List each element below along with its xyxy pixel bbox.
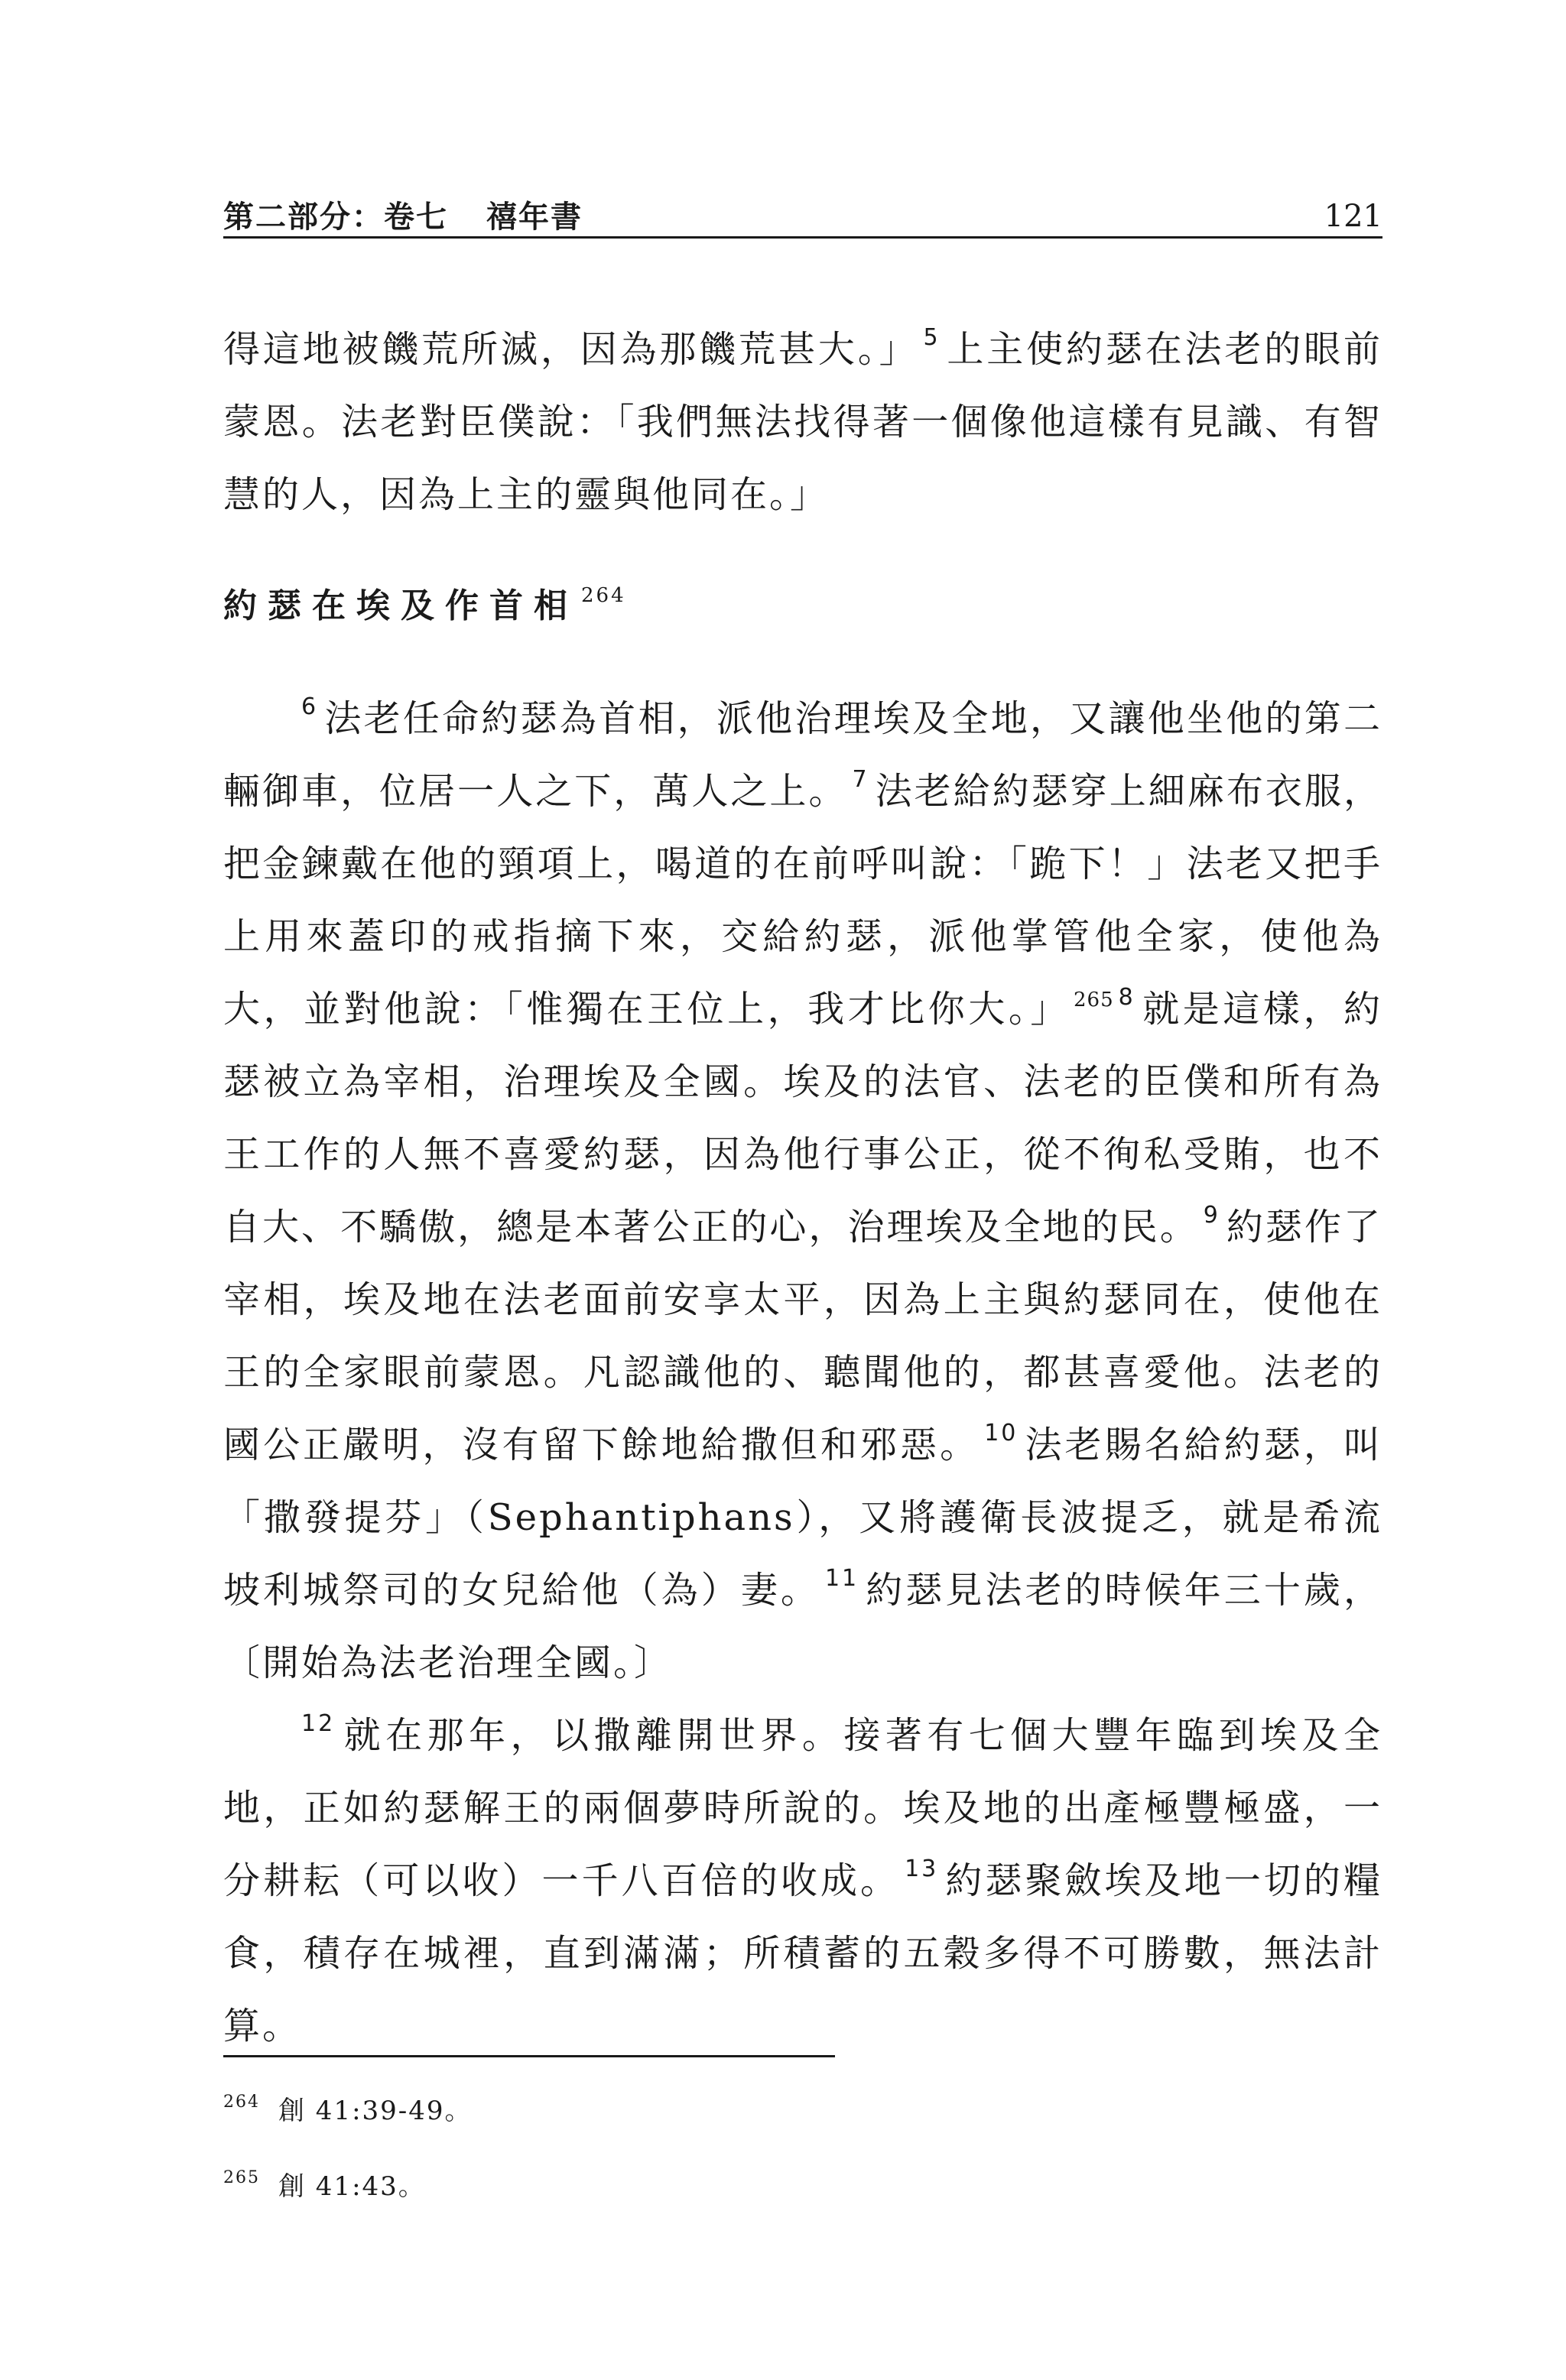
verse-text: 約瑟作了宰相，埃及地在法老面前安享太平，因為上主與約瑟同在，使他在王的全家眼前蒙恩。凡認識他的、聽聞他的，都甚喜愛他。法老的國公正嚴明，沒有留下餘地給撒但和邪惡。 [223, 1206, 1382, 1466]
verse-number: 12 [301, 1710, 336, 1737]
footnote-rule [223, 2055, 835, 2057]
verse-number: 6 [301, 693, 319, 720]
verse-text: 約瑟聚斂埃及地一切的糧食，積存在城裡，直到滿滿；所積蓄的五穀多得不可勝數，無法計算。 [223, 1859, 1382, 2047]
footnote-ref: 264 [581, 584, 626, 607]
part-label: 第二部分：卷七 [223, 200, 448, 235]
verse-text: 約瑟見法老的時候年三十歲，〔開始為法老治理全國。〕 [223, 1569, 1382, 1684]
verse-text: 法老賜名給約瑟，叫「撒發提芬」（Sephantiphans），又將護衛長波提乏，就是希流坡利城祭司的女兒給他（為）妻。 [223, 1424, 1382, 1612]
running-title [223, 193, 583, 236]
verse-text: 法老給約瑟穿上細麻布衣服，把金鍊戴在他的頸項上，喝道的在前呼叫說：「跪下！」法老又把手上用來蓋印的戒指摘下來，交給約瑟，派他掌管他全家，使他為大，並對他說：「惟獨在王位上，我才比你大。」 [223, 770, 1382, 1031]
paragraph [223, 313, 1382, 531]
verse-number: 9 [1203, 1202, 1220, 1229]
header-rule [223, 236, 1382, 239]
footnote-number: 265 [223, 2168, 260, 2187]
verse-number: 7 [852, 766, 869, 793]
section-title: 約瑟在埃及作首相 [223, 586, 578, 625]
verse-number: 11 [824, 1565, 859, 1592]
book-title: 禧年書 [486, 200, 583, 235]
paragraph [223, 683, 1382, 1700]
verse-number: 10 [984, 1420, 1019, 1447]
verse-number: 8 [1118, 984, 1136, 1011]
footnote [223, 2155, 1382, 2210]
verse-number: 13 [905, 1856, 939, 1882]
running-header [223, 188, 1382, 239]
verse-text: 就在那年，以撒離開世界。接著有七個大豐年臨到埃及全地，正如約瑟解王的兩個夢時所說的。埃及地的出產極豐極盛，一分耕耘（可以收）一千八百倍的收成。 [223, 1714, 1382, 1902]
main-text [223, 313, 1382, 2063]
verse-text: 上主使約瑟在法老的眼前蒙恩。法老對臣僕說：「我們無法找得著一個像他這樣有見識、有智慧的人，因為上主的靈與他同在。」 [223, 328, 1382, 516]
footnote-text: 創 41:43。 [278, 2171, 426, 2202]
section-heading [223, 583, 1382, 629]
footnote-ref: 265 [1073, 989, 1114, 1011]
footnote-number: 264 [223, 2093, 260, 2112]
footnote-text: 創 41:39-49。 [278, 2096, 473, 2126]
verse-text: 就是這樣，約瑟被立為宰相，治理埃及全國。埃及的法官、法老的臣僕和所有為王工作的人無不喜愛約瑟，因為他行事公正，從不徇私受賄，也不自大、不驕傲，總是本著公正的心，治理埃及全地的民。 [223, 988, 1382, 1248]
page-number: 121 [1324, 199, 1382, 234]
verse-text: 得這地被饑荒所滅，因為那饑荒甚大。」 [223, 328, 919, 371]
footnote [223, 2080, 1382, 2134]
verse-number: 5 [923, 324, 941, 351]
paragraph [223, 1700, 1382, 2063]
footnotes [223, 2080, 1382, 2231]
verse-text: 法老任命約瑟為首相，派他治理埃及全地，又讓他坐他的第二輛御車，位居一人之下，萬人之上。 [223, 697, 1382, 813]
